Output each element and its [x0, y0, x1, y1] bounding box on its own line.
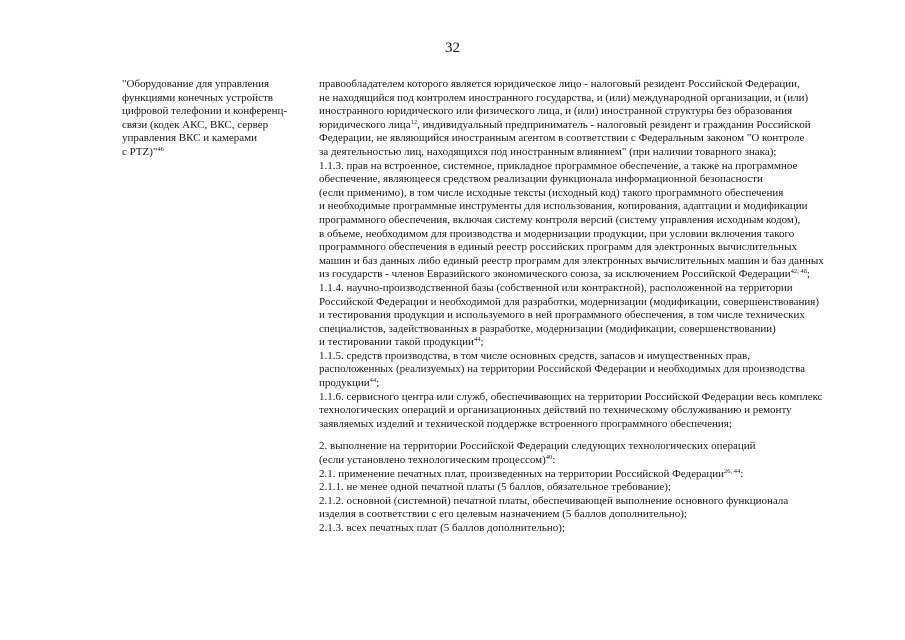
text-line-body: юридического лица — [319, 118, 411, 131]
text-line-body: машин и баз данных либо единый реестр программ для электронных вычислительных машин и баз данных — [319, 254, 824, 267]
item-title — [122, 78, 310, 160]
footnote-ref: 12 — [410, 118, 418, 126]
text-line — [319, 404, 859, 418]
text-line — [319, 481, 859, 495]
text-line — [319, 296, 859, 310]
text-line-body: Федерации, не являющийся иностранным агентом в соответствии с Федеральным законом "О контроле — [319, 132, 805, 145]
text-line-body: продукции — [319, 377, 370, 390]
text-line-body: 2. выполнение на территории Российской Федерации следующих технологических операций — [319, 440, 756, 453]
text-line-tail: : — [740, 467, 744, 480]
text-line-body: за деятельностью лиц, находящихся под иностранным влиянием" (при наличии товарного знака); — [319, 145, 777, 158]
footnote-ref: 44 — [473, 336, 481, 344]
text-line-body: иностранного юридического или физического лица, и (или) иностранной структуры без образования — [319, 105, 793, 118]
text-line-body: 2.1.2. основной (системной) печатной платы, обеспечивающей выполнение основного функционала — [319, 494, 789, 507]
text-line-body: не находящийся под контролем иностранного государства, и (или) международной организации, и (или) — [319, 91, 809, 104]
text-line — [319, 377, 859, 391]
paragraph-gap — [319, 431, 859, 440]
text-line-body: 2.1.3. всех печатных плат (5 баллов дополнительно); — [319, 522, 565, 534]
text-line — [319, 454, 859, 468]
text-line-body: расположенных (реализуемых) на территории Российской Федерации и необходимых для производства — [319, 363, 806, 376]
text-line — [319, 132, 859, 146]
text-line-body: и необходимые программные инструменты для использования, копирования, адаптации и модификации — [319, 200, 808, 213]
text-line-tail: ; — [376, 377, 380, 390]
text-line-body: 1.1.6. сервисного центра или служб, обеспечивающих на территории Российской Федерации весь комплекс — [319, 390, 823, 403]
text-line — [319, 363, 859, 377]
footnote-ref: 44 — [369, 377, 377, 385]
text-line-body: 2.1. применение печатных плат, произведенных на территории Российской Федерации — [319, 467, 725, 480]
text-line — [319, 187, 859, 201]
text-line — [319, 146, 859, 160]
text-line-body: обеспечение, являющееся средством реализации функционала информационной безопасности — [319, 173, 763, 186]
text-line — [319, 468, 859, 482]
text-line — [319, 119, 859, 133]
text-line-body: 2.1.1. не менее одной печатной платы (5 баллов, обязательное требование); — [319, 481, 672, 494]
text-line — [319, 508, 859, 522]
text-line-body: правообладателем которого является юридическое лицо - налоговый резидент Российской Федерации, — [319, 78, 800, 90]
text-line-body: изделия в соответствии с его целевым назначением (5 баллов дополнительно); — [319, 508, 688, 521]
item-title-text: с PTZ)" — [122, 145, 158, 158]
text-line-body: (если применимо), в том числе исходные тексты (исходный код) такого программного обеспечения — [319, 186, 784, 199]
text-line-body: 1.1.5. средств производства, в том числе основных средств, запасов и имущественных прав, — [319, 349, 750, 362]
text-line-body: программного обеспечения, включая систему контроля версий (систему управления исходным кодом), — [319, 213, 801, 226]
text-line — [319, 160, 859, 174]
text-line — [319, 282, 859, 296]
text-line-body: и тестировании такой продукции — [319, 336, 474, 349]
text-line — [319, 336, 859, 350]
text-line — [319, 214, 859, 228]
text-line — [319, 309, 859, 323]
requirements-text — [319, 78, 859, 536]
text-line-tail: ; — [806, 268, 810, 281]
text-line-body: (если установлено технологическим процессом) — [319, 454, 546, 467]
text-line — [319, 391, 859, 405]
text-line-body: в объеме, необходимом для производства и модернизации продукции, при условии включения такого — [319, 227, 795, 240]
text-line — [319, 78, 859, 92]
text-line — [319, 440, 859, 454]
page-number: 32 — [445, 40, 460, 56]
item-title-line — [122, 146, 310, 160]
text-line — [319, 241, 859, 255]
text-line — [319, 522, 859, 536]
item-title-line: цифровой телефонии и конференц- — [122, 105, 288, 118]
text-line-body: технологических операций и организационных действий по техническому обслуживанию и ремонту — [319, 404, 792, 417]
text-line — [319, 105, 859, 119]
item-title-line: функциями конечных устройств — [122, 91, 273, 104]
text-line-tail: , индивидуальный предприниматель - налоговый резидент и гражданин Российской — [417, 118, 811, 131]
text-line — [319, 268, 859, 282]
text-line-body: из государств - членов Евразийского экономического союза, за исключением Российской Федерации — [319, 268, 791, 281]
text-line-body: и тестирования продукции и используемого в ней программного обеспечения, в том числе технических — [319, 309, 805, 322]
footnote-ref: 26, 44 — [724, 467, 741, 475]
text-line — [319, 418, 859, 432]
footnote-ref: 46 — [157, 145, 164, 153]
text-line — [319, 228, 859, 242]
text-line — [319, 92, 859, 106]
footnote-ref: 42, 48 — [790, 268, 807, 276]
text-line-body: 1.1.3. прав на встроенное, системное, прикладное программное обеспечение, а также на программное — [319, 159, 798, 172]
text-line — [319, 350, 859, 364]
text-line-tail: : — [552, 454, 556, 467]
item-title-line: управления ВКС и камерами — [122, 132, 258, 145]
footnote-ref: 40 — [545, 454, 553, 462]
text-line-body: заявляемых изделий и технической поддержке встроенного программного обеспечения; — [319, 417, 732, 430]
text-line — [319, 323, 859, 337]
text-line-body: программного обеспечения в единый реестр российских программ для электронных вычислительных — [319, 241, 797, 254]
text-line — [319, 173, 859, 187]
text-line-tail: ; — [480, 336, 484, 349]
text-line — [319, 495, 859, 509]
text-line — [319, 255, 859, 269]
text-line-body: специалистов, задействованных в разработке, модернизации (модификации, совершенствовании) — [319, 322, 776, 335]
item-title-line: "Оборудование для управления — [122, 78, 270, 90]
item-title-line: связи (кодек АКС, ВКС, сервер — [122, 118, 269, 131]
text-line-body: 1.1.4. научно-производственной базы (собственной или контрактной), расположенной на территории — [319, 281, 793, 294]
text-line-body: Российской Федерации и необходимой для разработки, модернизации (модификации, совершенствования) — [319, 295, 820, 308]
text-line — [319, 200, 859, 214]
